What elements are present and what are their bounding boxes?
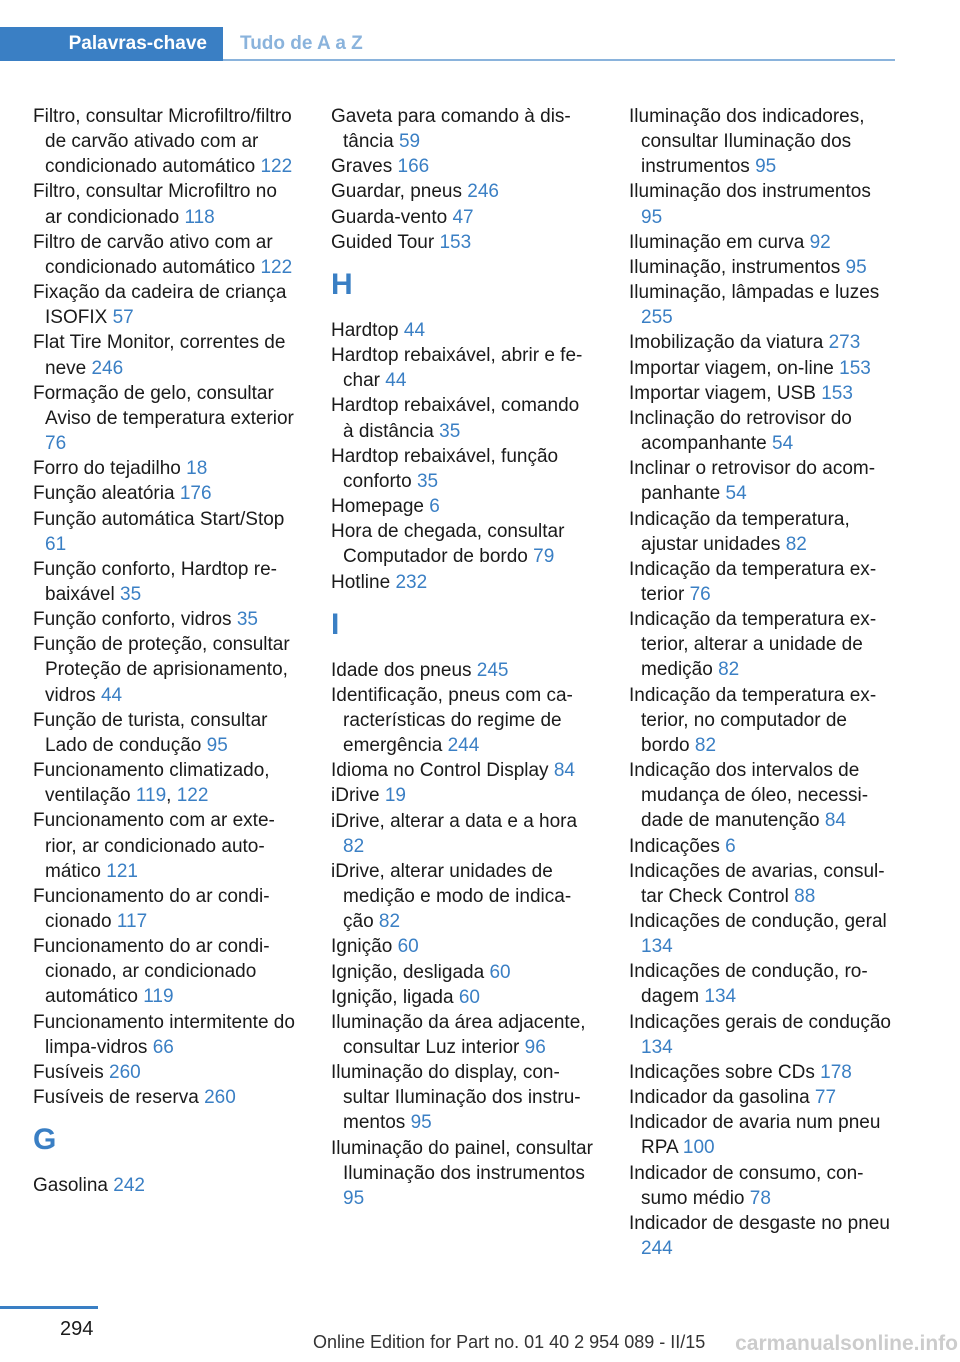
page-link[interactable]: 244 [447, 735, 480, 757]
index-entry-text: Importar viagem, USB [629, 382, 816, 404]
index-entry [331, 809, 593, 859]
page-link[interactable]: 95 [343, 1187, 365, 1209]
index-entry-text: Indicação da temperatura exterior, no computador de bordo [629, 684, 877, 756]
page-link[interactable]: 44 [385, 370, 407, 392]
index-entry [33, 934, 295, 1009]
index-entry-text: iDrive, alterar unidades de medição e modo de indicação [331, 860, 572, 933]
index-entry [33, 1085, 295, 1110]
page-link[interactable]: 88 [794, 885, 816, 907]
index-entry-text: Função automática Start/Stop [33, 508, 285, 530]
index-entry [331, 570, 593, 595]
page-link[interactable]: 6 [429, 496, 440, 518]
index-entry [331, 393, 593, 443]
index-entry-text: Funcionamento intermitente do limpa-vidros [33, 1011, 295, 1058]
index-entry [33, 330, 295, 380]
section-letter: I [331, 607, 340, 641]
index-entry [331, 658, 593, 683]
index-entry-text: Idioma no Control Display [331, 760, 549, 782]
index-entry-text: Indicações de condução, rodagem [629, 961, 868, 1008]
index-entry-text: Iluminação, instrumentos [629, 256, 841, 278]
online-edition-text: Online Edition for Part no. 01 40 2 954 089 - II/15 [313, 1332, 706, 1352]
index-entry-text: Função de turista, consultar Lado de condução [33, 709, 268, 756]
index-entry [331, 859, 593, 934]
page-link[interactable]: 6 [725, 835, 736, 857]
index-entry-text: Função de proteção, consultar Proteção de aprisionamento, vidros [33, 634, 290, 706]
page-link[interactable]: 178 [820, 1061, 852, 1083]
footer-rule [0, 1306, 98, 1309]
page-link[interactable]: 76 [689, 583, 711, 605]
page-link[interactable]: 246 [467, 181, 499, 203]
index-entry [629, 507, 891, 557]
index-entry [629, 179, 891, 229]
page-link[interactable]: 95 [845, 256, 867, 278]
index-entry-text: Identificação, pneus com características do regime de emergência [331, 684, 573, 757]
page-link[interactable]: 260 [204, 1087, 236, 1109]
index-entry-text: Função conforto, vidros [33, 609, 232, 631]
page-link[interactable]: 95 [410, 1112, 432, 1134]
section-letter: H [331, 267, 353, 301]
index-entry-text: Inclinar o retrovisor do acompanhante [629, 458, 876, 505]
page-link[interactable]: 273 [828, 332, 861, 354]
page-link[interactable]: 122 [260, 156, 293, 178]
index-entry-text: Iluminação do display, consultar Iluminação dos instrumentos [331, 1062, 581, 1134]
index-entry [629, 104, 891, 179]
index-entry-text: Idade dos pneus [331, 659, 472, 681]
index-entry-text: Hardtop [331, 319, 399, 341]
index-entry-text: iDrive, alterar a data e a hora [331, 810, 578, 832]
page-link[interactable]: 122 [260, 256, 293, 278]
index-entry [33, 481, 295, 506]
index-entry-text: Filtro, consultar Microfiltro no ar condicionado [33, 181, 277, 228]
page-link[interactable]: 18 [186, 458, 208, 480]
page-link[interactable]: 82 [785, 533, 807, 555]
index-entry-text: Indicador da gasolina [629, 1087, 810, 1109]
index-entry-text: Função aleatória [33, 483, 175, 505]
index-entry-text: Ignição, desligada [331, 961, 485, 983]
index-entry-text: Hardtop rebaixável, função conforto [331, 445, 559, 492]
page-link[interactable]: 35 [439, 420, 461, 442]
index-entry [629, 1010, 891, 1060]
index-entry-text: Indicador de desgaste no pneu [629, 1212, 890, 1234]
index-entry-text: Flat Tire Monitor, correntes de neve [33, 332, 286, 379]
page-link[interactable]: 44 [403, 319, 426, 341]
page-link[interactable]: 244 [641, 1238, 673, 1260]
index-entry-text: Homepage [331, 496, 424, 518]
page-link[interactable]: 54 [772, 433, 794, 455]
page-link[interactable]: 35 [416, 470, 439, 492]
page-link[interactable]: 134 [641, 936, 673, 958]
index-entry [33, 230, 295, 280]
index-entry-text: Iluminação da área adjacente, consultar Luz interior [331, 1011, 586, 1058]
index-entry-text: Inclinação do retrovisor do acompanhante [629, 407, 852, 455]
index-entry-text: Iluminação dos instrumentos [629, 181, 871, 203]
index-entry [33, 1173, 295, 1198]
page-link[interactable]: 47 [452, 206, 474, 228]
index-entry-text: Imobilização da viatura [629, 332, 824, 354]
index-entry-text: Funcionamento do ar condicionado [33, 885, 270, 932]
index-entry [331, 758, 593, 783]
index-entry-text: Ignição, ligada [331, 986, 454, 1008]
index-entry-text: Função conforto, Hardtop rebaixável [33, 558, 277, 605]
index-entry-text: Funcionamento do ar condicionado, ar condicionado automático [33, 936, 270, 1008]
page-link[interactable]: 79 [533, 546, 555, 568]
index-entry-text: Indicações de condução, geral [629, 911, 887, 932]
index-entry-text: Fusíveis [33, 1061, 104, 1083]
index-entry-text: Fixação da cadeira de criança ISOFIX [33, 282, 287, 329]
index-entry-text: Gaveta para comando à distância [331, 106, 571, 153]
page-link[interactable]: 77 [814, 1087, 837, 1109]
index-entry-text: Indicações gerais de condução [629, 1011, 891, 1033]
index-entry [331, 104, 593, 154]
index-entry [331, 494, 593, 519]
page-link[interactable]: 19 [384, 785, 406, 807]
index-entry [629, 834, 891, 859]
page-link[interactable]: 95 [641, 206, 663, 228]
index-entry-text: Formação de gelo, consultar Aviso de temperatura exterior [33, 382, 294, 429]
index-entry-text: Indicador de consumo, consumo médio [629, 1162, 864, 1209]
page-link[interactable]: 82 [378, 911, 401, 933]
index-entry [33, 456, 295, 481]
index-entry [331, 154, 593, 179]
index-entry [33, 557, 295, 607]
page-link[interactable]: 100 [682, 1137, 715, 1159]
index-entry [629, 280, 891, 330]
index-entry [629, 557, 891, 607]
index-entry-text: iDrive [331, 785, 380, 807]
index-entry [629, 758, 891, 833]
watermark: carmanualsonline.info [735, 1332, 958, 1355]
index-entry [629, 456, 891, 506]
index-entry-text: Filtro, consultar Microfiltro/filtro de carvão ativado com ar condicionado automático [33, 106, 292, 178]
index-entry-text: Iluminação dos indicadores, consultar Iluminação dos instrumentos [629, 106, 865, 178]
index-entry-text: Guided Tour [331, 231, 435, 253]
page-link[interactable]: 84 [553, 760, 575, 782]
tab-underline [223, 59, 895, 61]
index-entry-text: Funcionamento climatizado, ventilação [33, 760, 270, 807]
index-entry-text: Graves [331, 156, 393, 178]
index-entry [629, 356, 891, 381]
index-entry [33, 632, 295, 707]
index-entry [33, 1060, 295, 1085]
index-entry [331, 783, 593, 808]
index-entry [629, 683, 891, 758]
index-entry [629, 1085, 891, 1110]
index-entry [331, 934, 593, 959]
page-link[interactable]: 84 [824, 810, 846, 832]
index-entry-text: Indicações de avarias, consultar Check Control [629, 860, 885, 907]
index-entry [33, 708, 295, 758]
page-number: 294 [60, 1318, 94, 1340]
page-link[interactable]: 57 [112, 307, 134, 329]
index-entry [629, 607, 891, 682]
index-entry [33, 1010, 295, 1060]
index-entry [331, 519, 593, 569]
index-column-1 [33, 104, 295, 1198]
index-entry [629, 406, 891, 456]
page-link[interactable]: 153 [821, 382, 853, 404]
tab-palavras-chave[interactable]: Palavras-chave [0, 27, 223, 61]
page-link[interactable]: 122 [176, 785, 209, 807]
index-entry-text: Hotline [331, 571, 391, 593]
index-entry [33, 507, 295, 557]
page-link[interactable]: 153 [839, 357, 871, 379]
page-link[interactable]: 82 [718, 659, 740, 681]
page-link[interactable]: 118 [184, 206, 215, 228]
index-entry [33, 104, 295, 179]
page-link[interactable]: 95 [206, 734, 228, 756]
index-entry-text: Indicação da temperatura exterior [629, 558, 877, 605]
index-entry [331, 960, 593, 985]
index-entry [629, 1110, 891, 1160]
index-entry [331, 1060, 593, 1135]
index-entry-text: Indicação da temperatura, ajustar unidades [629, 508, 850, 555]
page-link[interactable]: 260 [109, 1061, 141, 1083]
index-entry [331, 444, 593, 494]
index-entry [629, 909, 891, 959]
index-entry-text: Hardtop rebaixável, comando à distância [331, 395, 580, 442]
index-entry [629, 230, 891, 255]
index-entry [331, 318, 593, 343]
page-link[interactable]: 82 [694, 734, 717, 756]
index-entry-text: Funcionamento com ar exterior, ar condicionado automático [33, 810, 275, 882]
index-entry [629, 330, 891, 355]
page-link[interactable]: 119 [143, 986, 174, 1008]
page-link[interactable]: 35 [120, 583, 142, 605]
page-link[interactable]: 78 [749, 1187, 771, 1209]
index-entry [33, 884, 295, 934]
page-link[interactable]: 60 [458, 986, 480, 1008]
page-link[interactable]: 176 [179, 483, 212, 505]
page-link[interactable]: 76 [45, 433, 67, 455]
index-entry-text: Filtro de carvão ativo com ar condicionado automático [33, 231, 273, 278]
index-entry [331, 1136, 593, 1211]
index-entry [629, 255, 891, 280]
index-entry [331, 343, 593, 393]
index-entry [33, 808, 295, 883]
index-entry [629, 959, 891, 1009]
page-link[interactable]: 246 [91, 357, 124, 379]
page-link[interactable]: 95 [755, 156, 777, 178]
index-entry-text: Indicação da temperatura exterior, alterar a unidade de medição [629, 609, 877, 681]
page-link[interactable]: 82 [343, 835, 365, 857]
page-link[interactable]: 66 [152, 1036, 174, 1058]
index-entry [331, 1010, 593, 1060]
index-entry-text: Fusíveis de reserva [33, 1087, 199, 1109]
page-link[interactable]: 166 [397, 156, 430, 178]
index-entry-text: Guarda-vento [331, 206, 448, 228]
index-entry-text: Indicação dos intervalos de mudança de óleo, necessidade de manutenção [629, 760, 869, 832]
index-entry [331, 205, 593, 230]
index-entry-text: Indicações sobre CDs [629, 1061, 815, 1083]
index-entry: Funcionamento climatizado, ventilação 119, 122 [33, 760, 270, 807]
index-entry-text: Iluminação, lâmpadas e luzes [629, 282, 880, 304]
page-link[interactable]: 245 [476, 659, 509, 681]
index-entry [629, 1060, 891, 1085]
page-link[interactable]: 117 [116, 911, 148, 932]
index-entry [629, 1211, 891, 1261]
index-entry [331, 683, 593, 758]
index-entry-text: Hora de chegada, consultar Computador de bordo [331, 521, 565, 568]
page-link[interactable]: 134 [704, 986, 737, 1008]
page-link[interactable]: 35 [236, 609, 258, 631]
index-entry-text: Iluminação em curva [629, 231, 805, 253]
page-link[interactable]: 232 [395, 571, 428, 593]
page-link[interactable]: 255 [641, 307, 673, 329]
index-entry-text: Guardar, pneus [331, 181, 462, 203]
index-entry-text: Iluminação do painel, consultar Iluminação dos instrumentos [331, 1137, 593, 1184]
index-entry [629, 381, 891, 406]
index-entry [629, 1161, 891, 1211]
index-entry [331, 230, 593, 255]
page-link[interactable]: 134 [641, 1036, 673, 1058]
page-link[interactable]: 242 [113, 1175, 145, 1197]
page-link[interactable]: 92 [809, 231, 831, 253]
page-link[interactable]: 61 [45, 533, 67, 555]
index-column-2 [331, 104, 593, 1211]
index-entry-text: Forro do tejadilho [33, 458, 181, 480]
index-entry [33, 179, 295, 229]
page-link[interactable]: 119 [135, 785, 167, 807]
index-entry [33, 607, 295, 632]
page-link[interactable]: 54 [725, 483, 747, 505]
page-link[interactable]: 59 [398, 131, 421, 153]
index-entry [33, 381, 295, 456]
index-entry [629, 859, 891, 909]
header-tabs [0, 27, 895, 61]
page-link[interactable]: 96 [524, 1037, 546, 1058]
index-entry-text: Indicações [629, 835, 720, 857]
index-entry [33, 280, 295, 330]
page-link[interactable]: 153 [439, 231, 472, 253]
index-entry-text: Indicador de avaria num pneu RPA [629, 1112, 881, 1159]
index-column-3 [629, 104, 891, 1261]
page-link[interactable]: 60 [397, 936, 419, 958]
index-entry-text: Hardtop rebaixável, abrir e fechar [331, 345, 583, 392]
page-link[interactable]: 44 [100, 684, 123, 706]
index-entry [331, 179, 593, 204]
tab-tudo-de-a-a-z[interactable]: Tudo de A a Z [240, 33, 363, 54]
index-entry-text: Gasolina [33, 1175, 108, 1197]
index-entry-text: Importar viagem, on-line [629, 357, 834, 379]
index-entry-text: Ignição [331, 936, 393, 958]
section-letter: G [33, 1123, 57, 1157]
page-link[interactable]: 121 [106, 860, 138, 882]
index-entry [331, 985, 593, 1010]
page-link[interactable]: 60 [489, 961, 511, 983]
